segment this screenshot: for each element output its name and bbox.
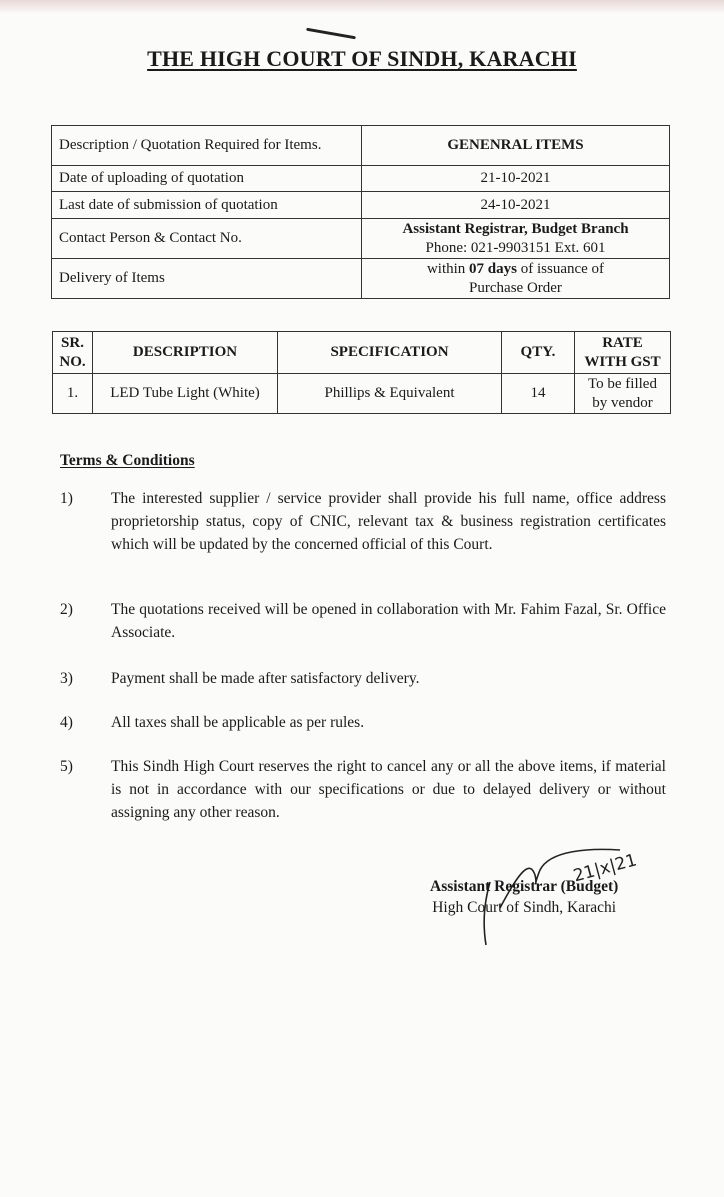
delivery-pre: within bbox=[426, 260, 470, 277]
term-item bbox=[60, 667, 666, 690]
info-value-text: GENENRAL ITEMS bbox=[447, 137, 584, 153]
col-header-description: DESCRIPTION bbox=[93, 332, 278, 374]
term-item bbox=[60, 711, 666, 734]
handwritten-date: 21|x|21 bbox=[571, 850, 639, 887]
signature-block bbox=[430, 876, 618, 918]
contact-person: Assistant Registrar, Budget Branch bbox=[402, 220, 629, 237]
quotation-info-table bbox=[51, 125, 670, 299]
info-value: 24-10-2021 bbox=[362, 192, 670, 219]
pen-mark bbox=[306, 28, 356, 40]
delivery-line-1 bbox=[362, 260, 669, 279]
col-header-specification: SPECIFICATION bbox=[278, 332, 502, 374]
table-row bbox=[52, 259, 670, 299]
term-number: 5) bbox=[60, 758, 73, 775]
term-number: 3) bbox=[60, 670, 73, 687]
term-number: 4) bbox=[60, 714, 73, 731]
term-text: This Sindh High Court reserves the right to cancel any or all the above items, if material is not in accordance with our specifications or due to delayed delivery or without assigning any other reason. bbox=[111, 758, 666, 821]
table-row bbox=[52, 126, 670, 166]
info-value bbox=[362, 219, 670, 259]
term-text: The quotations received will be opened in collaboration with Mr. Fahim Fazal, Sr. Office Associate. bbox=[111, 601, 666, 641]
term-text: The interested supplier / service provider shall provide his full name, office address proprietorship status, copy of CNIC, relevant tax & business registration certificates which will be updated by the concerned official of this Court. bbox=[111, 490, 666, 553]
cell-description: LED Tube Light (White) bbox=[93, 374, 278, 414]
term-item bbox=[60, 487, 666, 556]
col-header-sr bbox=[53, 332, 93, 374]
term-item bbox=[60, 598, 666, 644]
signatory-designation: Assistant Registrar (Budget) bbox=[430, 878, 619, 895]
delivery-line-2: Purchase Order bbox=[469, 279, 562, 296]
cell-rate-text: To be filled by vendor bbox=[588, 375, 657, 411]
info-label: Last date of submission of quotation bbox=[52, 192, 362, 219]
table-header-row bbox=[53, 332, 671, 374]
col-header-sr-text: SR. NO. bbox=[59, 334, 86, 370]
term-number: 2) bbox=[60, 601, 73, 618]
delivery-days: 07 days bbox=[469, 260, 517, 277]
table-row bbox=[52, 166, 670, 192]
contact-phone: Phone: 021-9903151 Ext. 601 bbox=[425, 239, 606, 256]
signatory-office: High Court of Sindh, Karachi bbox=[432, 899, 617, 916]
terms-heading: Terms & Conditions bbox=[60, 452, 195, 469]
info-label: Contact Person & Contact No. bbox=[52, 219, 362, 259]
col-header-rate-text: RATE WITH GST bbox=[584, 334, 661, 370]
term-text: All taxes shall be applicable as per rules. bbox=[111, 714, 365, 731]
page-title: THE HIGH COURT OF SINDH, KARACHI bbox=[147, 46, 577, 71]
info-value: 21-10-2021 bbox=[362, 166, 670, 192]
delivery-post: of issuance of bbox=[516, 260, 605, 277]
term-item bbox=[60, 755, 666, 824]
info-label: Delivery of Items bbox=[52, 259, 362, 299]
cell-qty: 14 bbox=[502, 374, 575, 414]
info-value bbox=[362, 126, 670, 166]
table-row bbox=[53, 374, 671, 414]
cell-sr: 1. bbox=[53, 374, 93, 414]
term-text: Payment shall be made after satisfactory delivery. bbox=[111, 670, 420, 687]
info-label bbox=[52, 126, 362, 166]
items-table bbox=[52, 331, 671, 414]
table-row bbox=[52, 219, 670, 259]
col-header-rate bbox=[575, 332, 671, 374]
info-label-text: Description / Quotation Required for Items. bbox=[59, 137, 322, 153]
cell-rate bbox=[575, 374, 671, 414]
cell-specification: Phillips & Equivalent bbox=[278, 374, 502, 414]
table-row bbox=[52, 192, 670, 219]
scan-edge bbox=[0, 0, 724, 14]
info-value bbox=[362, 259, 670, 299]
col-header-qty: QTY. bbox=[502, 332, 575, 374]
term-number: 1) bbox=[60, 490, 73, 507]
info-label: Date of uploading of quotation bbox=[52, 166, 362, 192]
